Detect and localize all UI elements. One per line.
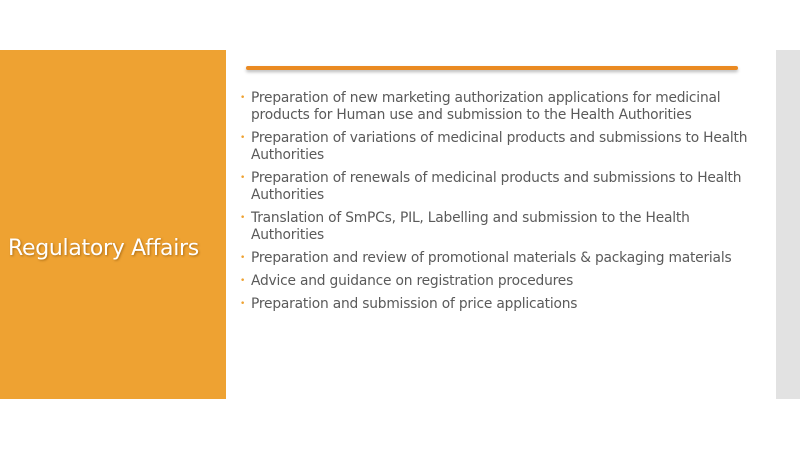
bullet-text: Preparation of variations of medicinal products and submissions to Health Authorities bbox=[251, 130, 748, 163]
bullet-icon: • bbox=[240, 253, 246, 263]
bullet-text: Preparation of renewals of medicinal products and submissions to Health Authorities bbox=[251, 170, 742, 203]
bullet-icon: • bbox=[240, 93, 246, 103]
title-panel bbox=[0, 50, 226, 399]
bullet-item bbox=[240, 90, 755, 124]
bullet-text: Preparation of new marketing authorization applications for medicinal products for Human use and submission to the Health Authorities bbox=[251, 90, 721, 123]
bullet-text: Translation of SmPCs, PIL, Labelling and submission to the Health Authorities bbox=[251, 210, 690, 243]
bullet-icon: • bbox=[240, 276, 246, 286]
bullet-text: Advice and guidance on registration procedures bbox=[251, 273, 574, 289]
bullet-item bbox=[240, 250, 755, 267]
bullet-icon: • bbox=[240, 213, 246, 223]
bullet-icon: • bbox=[240, 299, 246, 309]
bullet-item bbox=[240, 210, 755, 244]
bullet-item bbox=[240, 273, 755, 290]
bullet-item bbox=[240, 130, 755, 164]
bullet-item bbox=[240, 296, 755, 313]
bullet-icon: • bbox=[240, 173, 246, 183]
slide-title: Regulatory Affairs bbox=[8, 236, 199, 261]
side-strip bbox=[776, 50, 800, 399]
bullet-text: Preparation and submission of price applications bbox=[251, 296, 578, 312]
bullet-text: Preparation and review of promotional materials & packaging materials bbox=[251, 250, 732, 266]
accent-bar bbox=[246, 66, 738, 70]
bullet-icon: • bbox=[240, 133, 246, 143]
bullet-item bbox=[240, 170, 755, 204]
bullet-list bbox=[240, 90, 755, 319]
